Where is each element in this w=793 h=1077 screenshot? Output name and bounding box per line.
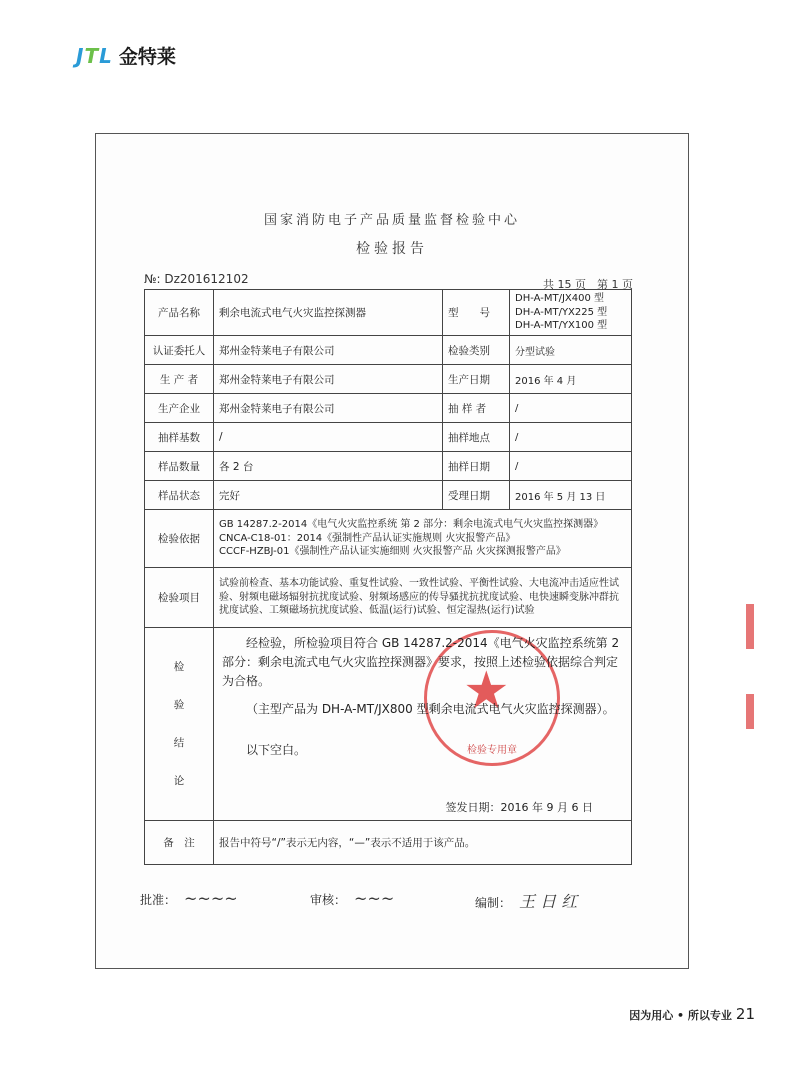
report-title: 检验报告 xyxy=(356,241,428,257)
sampler-value: / xyxy=(510,394,632,423)
handwritten-signature: ~~~ xyxy=(354,889,395,908)
remark-value: 报告中符号“/”表示无内容，“—”表示不适用于该产品。 xyxy=(214,821,632,865)
sample-place-label: 抽样地点 xyxy=(443,423,510,452)
review-signature: 审核： ~~~ xyxy=(310,889,395,908)
model-value xyxy=(510,290,632,336)
accept-date-label: 受理日期 xyxy=(443,481,510,510)
page-count: 共 15 页 第 1 页 xyxy=(543,278,633,291)
test-type-label: 检验类别 xyxy=(443,336,510,365)
seal-edge-mark xyxy=(746,694,754,729)
producer-label: 生 产 者 xyxy=(145,365,214,394)
accept-date-value: 2016 年 5 月 13 日 xyxy=(510,481,632,510)
brand-logo xyxy=(76,42,176,69)
footer-slogan: 因为用心 • 所以专业 xyxy=(629,1009,732,1022)
qty-value: 各 2 台 xyxy=(214,452,443,481)
factory-value: 郑州金特莱电子有限公司 xyxy=(214,394,443,423)
prod-date-value: 2016 年 4 月 xyxy=(510,365,632,394)
remark-label: 备 注 xyxy=(145,821,214,865)
conclusion-model-note: （主型产品为 DH-A-MT/JX800 型剩余电流式电气火灾监控探测器）。 xyxy=(246,702,615,716)
conclusion-text: 经检验，所检验项目符合 GB 14287.2-2014《电气火灾监控系统第 2 部分：剩余电流式电气火灾监控探测器》要求，按照上述检验依据综合判定为合格。 xyxy=(222,636,620,688)
product-name: 剩余电流式电气火灾监控探测器 xyxy=(214,290,443,336)
report-table xyxy=(144,289,632,865)
conclusion-label: 检 验 结 论 xyxy=(145,628,214,821)
test-type-value: 分型试验 xyxy=(510,336,632,365)
report-document xyxy=(95,133,689,969)
state-label: 样品状态 xyxy=(145,481,214,510)
basis-line: CNCA-C18-01：2014《强制性产品认证实施规则 火灾报警产品》 xyxy=(219,532,516,544)
producer-value: 郑州金特莱电子有限公司 xyxy=(214,365,443,394)
model-line: DH-A-MT/YX100 型 xyxy=(515,320,608,332)
sampler-label: 抽 样 者 xyxy=(443,394,510,423)
model-label: 型 号 xyxy=(443,290,510,336)
editor-name: 王 日 红 xyxy=(519,892,578,911)
seal-edge-mark xyxy=(746,604,754,649)
base-label: 抽样基数 xyxy=(145,423,214,452)
model-line: DH-A-MT/YX225 型 xyxy=(515,306,608,318)
sample-date-label: 抽样日期 xyxy=(443,452,510,481)
logo-mark: JTL xyxy=(76,43,113,68)
items-label: 检验项目 xyxy=(145,568,214,628)
factory-label: 生产企业 xyxy=(145,394,214,423)
basis-line: CCCF-HZBJ-01《强制性产品认证实施细则 火灾报警产品 火灾探测报警产品》 xyxy=(219,546,566,558)
sample-place-value: / xyxy=(510,423,632,452)
handwritten-signature: ~~~~ xyxy=(184,889,238,908)
page-footer xyxy=(629,1005,755,1023)
approve-signature: 批准： ~~~~ xyxy=(140,889,238,908)
qty-label: 样品数量 xyxy=(145,452,214,481)
basis-label: 检验依据 xyxy=(145,510,214,568)
edit-signature: 编制： 王 日 红 xyxy=(475,892,578,911)
logo-text: 金特莱 xyxy=(118,46,176,68)
star-icon: ★ xyxy=(463,661,510,721)
prod-date-label: 生产日期 xyxy=(443,365,510,394)
basis-line: GB 14287.2-2014《电气火灾监控系统 第 2 部分：剩余电流式电气火灾监控探测器》 xyxy=(219,519,604,531)
page-number: 21 xyxy=(735,1005,755,1023)
report-issuer: 国家消防电子产品质量监督检验中心 xyxy=(263,213,520,228)
state-value: 完好 xyxy=(214,481,443,510)
basis-value xyxy=(214,510,632,568)
conclusion-value xyxy=(214,628,632,821)
report-number: №: Dz201612102 xyxy=(144,272,249,286)
product-name-label: 产品名称 xyxy=(145,290,214,336)
model-line: DH-A-MT/JX400 型 xyxy=(515,293,605,305)
items-value: 试验前检查、基本功能试验、重复性试验、一致性试验、平衡性试验、大电流冲击适应性试验、射频电磁场辐射抗扰度试验、射频场感应的传导骚扰抗扰度试验、电快速瞬变脉冲群抗扰度试验、工频磁场抗扰度试验、低温(运行)试验、恒定湿热(运行)试验 xyxy=(214,568,632,628)
base-value: / xyxy=(214,423,443,452)
sign-date: 签发日期：2016 年 9 月 6 日 xyxy=(445,801,593,814)
client-label: 认证委托人 xyxy=(145,336,214,365)
conclusion-blank-note: 以下空白。 xyxy=(246,743,307,757)
stamp-text: 检验专用章 xyxy=(467,745,517,756)
sample-date-value: / xyxy=(510,452,632,481)
client-value: 郑州金特莱电子有限公司 xyxy=(214,336,443,365)
